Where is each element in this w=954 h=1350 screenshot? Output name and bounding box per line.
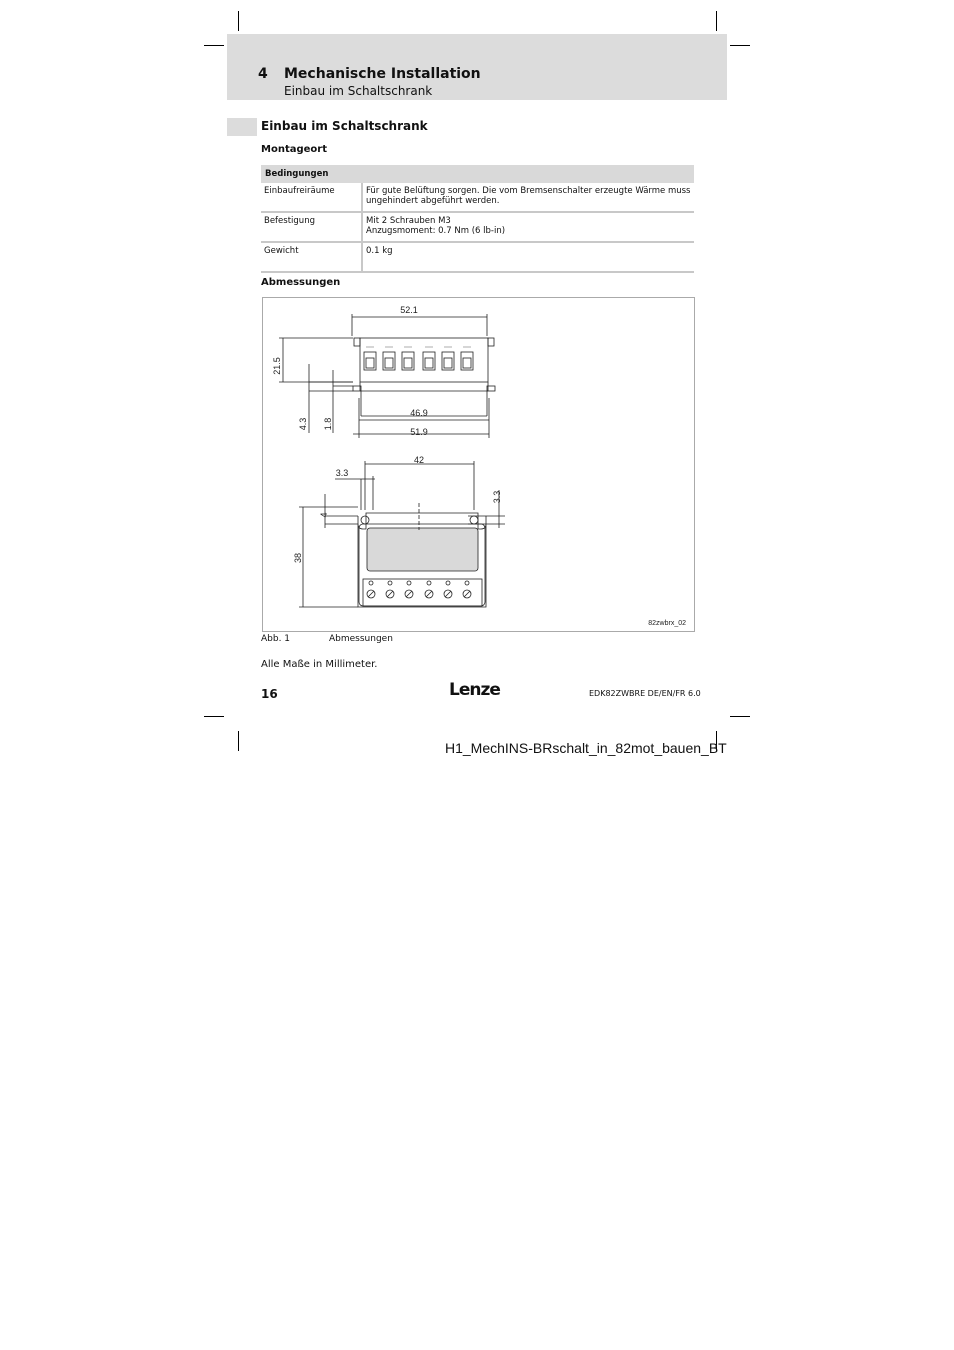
dim-top-width: 52.1 [400,305,418,315]
units-note: Alle Maße in Millimeter. [261,659,378,670]
crop-mark [716,11,717,31]
label-area [367,528,478,571]
drawing-id: 82zwbrx_02 [648,620,686,627]
dim-hole-spacing: 42 [413,455,425,465]
table-row [261,212,694,242]
dim-foot-right: 1.8 [323,417,333,431]
crop-mark [238,731,239,751]
dim-total-height: 38 [293,552,303,564]
figure-caption-number: Abb. 1 [261,634,291,644]
housing-tab [488,338,494,346]
dim-base-width: 51.9 [410,427,428,437]
table-cell-key: Einbaufreiräume [261,183,362,212]
chapter-number: 4 [258,66,268,82]
mounting-hole [470,516,478,524]
document-id: EDK82ZWBRE DE/EN/FR 6.0 [589,689,701,698]
table-header: Bedingungen [261,165,694,183]
table-row [261,242,694,272]
lenze-logo: Lenze [449,680,500,700]
dim-height: 21.5 [272,357,282,375]
dimension-drawing [262,297,695,632]
crop-mark [730,45,750,46]
mounting-hole [361,516,369,524]
value-line: Anzugsmoment: 0.7 Nm (6 lb-in) [366,226,506,236]
dim-foot-left: 4.3 [298,417,308,431]
housing-side-view [360,338,488,382]
dim-rail-inner: 46.9 [410,408,428,418]
crop-mark [204,45,224,46]
housing-tab [354,338,360,346]
table-cell-value [362,212,694,242]
drawing-svg [263,298,694,631]
table-cell-key: Gewicht [261,242,362,272]
table-cell-value: Für gute Belüftung sorgen. Die vom Bremsenschalter erzeugte Wärme muss ungehindert abgeführt werden. [362,183,694,212]
crop-mark [238,11,239,31]
dim-hole-offset-right: 3.3 [492,490,502,504]
dim-hole-offset-left: 3.3 [335,468,349,478]
terminal-row-top [364,352,473,370]
table-cell-value: 0.1 kg [362,242,694,272]
figure-caption-text: Abmessungen [329,634,393,644]
job-name: H1_MechINS-BRschalt_in_82mot_bauen_BT [445,740,727,756]
chapter-subtitle: Einbau im Schaltschrank [284,84,433,98]
mounting-heading: Montageort [261,144,327,155]
dim-hole-dia: 4 [319,512,329,518]
conditions-table [261,165,694,273]
section-marker [227,118,257,136]
table-cell-key: Befestigung [261,212,362,242]
crop-mark [204,716,224,717]
value-line: Mit 2 Schrauben M3 [366,216,451,226]
chapter-title: Mechanische Installation [284,66,481,82]
page-number: 16 [261,687,278,701]
dimensions-heading: Abmessungen [261,277,341,288]
section-title: Einbau im Schaltschrank [261,119,428,133]
table-row [261,183,694,212]
terminal-row-front [367,581,471,598]
crop-mark [730,716,750,717]
